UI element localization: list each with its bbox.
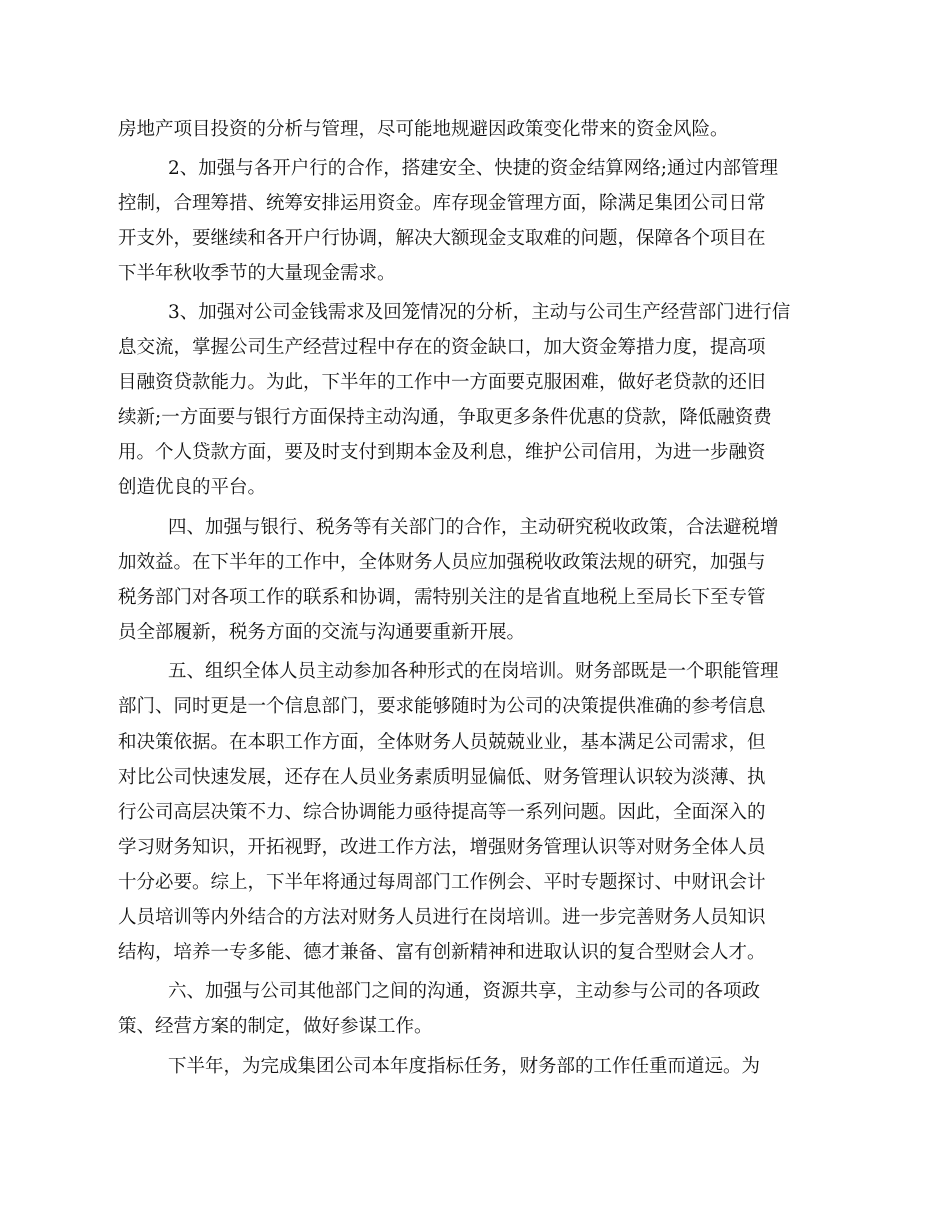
text-line: 部门、同时更是一个信息部门，要求能够随时为公司的决策提供准确的参考信息 bbox=[118, 696, 766, 717]
text-line: 策、经营方案的制定，做好参谋工作。 bbox=[118, 1016, 433, 1037]
text-line: 加效益。在下半年的工作中，全体财务人员应加强税收政策法规的研究，加强与 bbox=[118, 552, 766, 573]
text-line: 四、加强与银行、税务等有关部门的合作，主动研究税收政策，合法避税增 bbox=[168, 517, 779, 538]
text-line: 行公司高层决策不力、综合协调能力亟待提高等一系列问题。因此，全面深入的 bbox=[118, 802, 766, 823]
text-line: 人员培训等内外结合的方法对财务人员进行在岗培训。进一步完善财务人员知识 bbox=[118, 907, 766, 928]
text-line: 息交流，掌握公司生产经营过程中存在的资金缺口，加大资金筹措力度，提高项 bbox=[118, 337, 766, 358]
text-line: 十分必要。综上，下半年将通过每周部门工作例会、平时专题探讨、中财讯会计 bbox=[118, 872, 766, 893]
text-line: 续新;一方面要与银行方面保持主动沟通，争取更多条件优惠的贷款，降低融资费 bbox=[118, 407, 772, 428]
text-line: 下半年，为完成集团公司本年度指标任务，财务部的工作任重而道远。为 bbox=[168, 1056, 761, 1077]
text-line: 创造优良的平台。 bbox=[118, 477, 267, 498]
text-line: 2、加强与各开户行的合作，搭建安全、快捷的资金结算网络;通过内部管理 bbox=[168, 158, 779, 179]
text-line: 控制，合理筹措、统筹安排运用资金。库存现金管理方面，除满足集团公司日常 bbox=[118, 193, 766, 214]
text-line: 和决策依据。在本职工作方面，全体财务人员兢兢业业，基本满足公司需求，但 bbox=[118, 732, 766, 753]
text-line: 结构，培养一专多能、德才兼备、富有创新精神和进取认识的复合型财会人才。 bbox=[118, 942, 766, 963]
text-line: 员全部履新，税务方面的交流与沟通要重新开展。 bbox=[118, 622, 526, 643]
text-line: 下半年秋收季节的大量现金需求。 bbox=[118, 263, 396, 284]
text-line: 学习财务知识，开拓视野，改进工作方法，增强财务管理认识等对财务全体人员 bbox=[118, 837, 766, 858]
text-line: 目融资贷款能力。为此，下半年的工作中一方面要克服困难，做好老贷款的还旧 bbox=[118, 372, 766, 393]
text-line: 对比公司快速发展，还存在人员业务素质明显偏低、财务管理认识较为淡薄、执 bbox=[118, 767, 766, 788]
text-line: 五、组织全体人员主动参加各种形式的在岗培训。财务部既是一个职能管理 bbox=[168, 661, 779, 682]
text-line: 3、加强对公司金钱需求及回笼情况的分析，主动与公司生产经营部门进行信 bbox=[168, 302, 791, 323]
text-line: 用。个人贷款方面，要及时支付到期本金及利息，维护公司信用，为进一步融资 bbox=[118, 442, 766, 463]
text-line: 六、加强与公司其他部门之间的沟通，资源共享，主动参与公司的各项政 bbox=[168, 981, 761, 1002]
text-line: 开支外，要继续和各开户行协调，解决大额现金支取难的问题，保障各个项目在 bbox=[118, 228, 766, 249]
text-line: 税务部门对各项工作的联系和协调，需特别关注的是省直地税上至局长下至专管 bbox=[118, 587, 766, 608]
text-line: 房地产项目投资的分析与管理，尽可能地规避因政策变化带来的资金风险。 bbox=[118, 119, 729, 140]
